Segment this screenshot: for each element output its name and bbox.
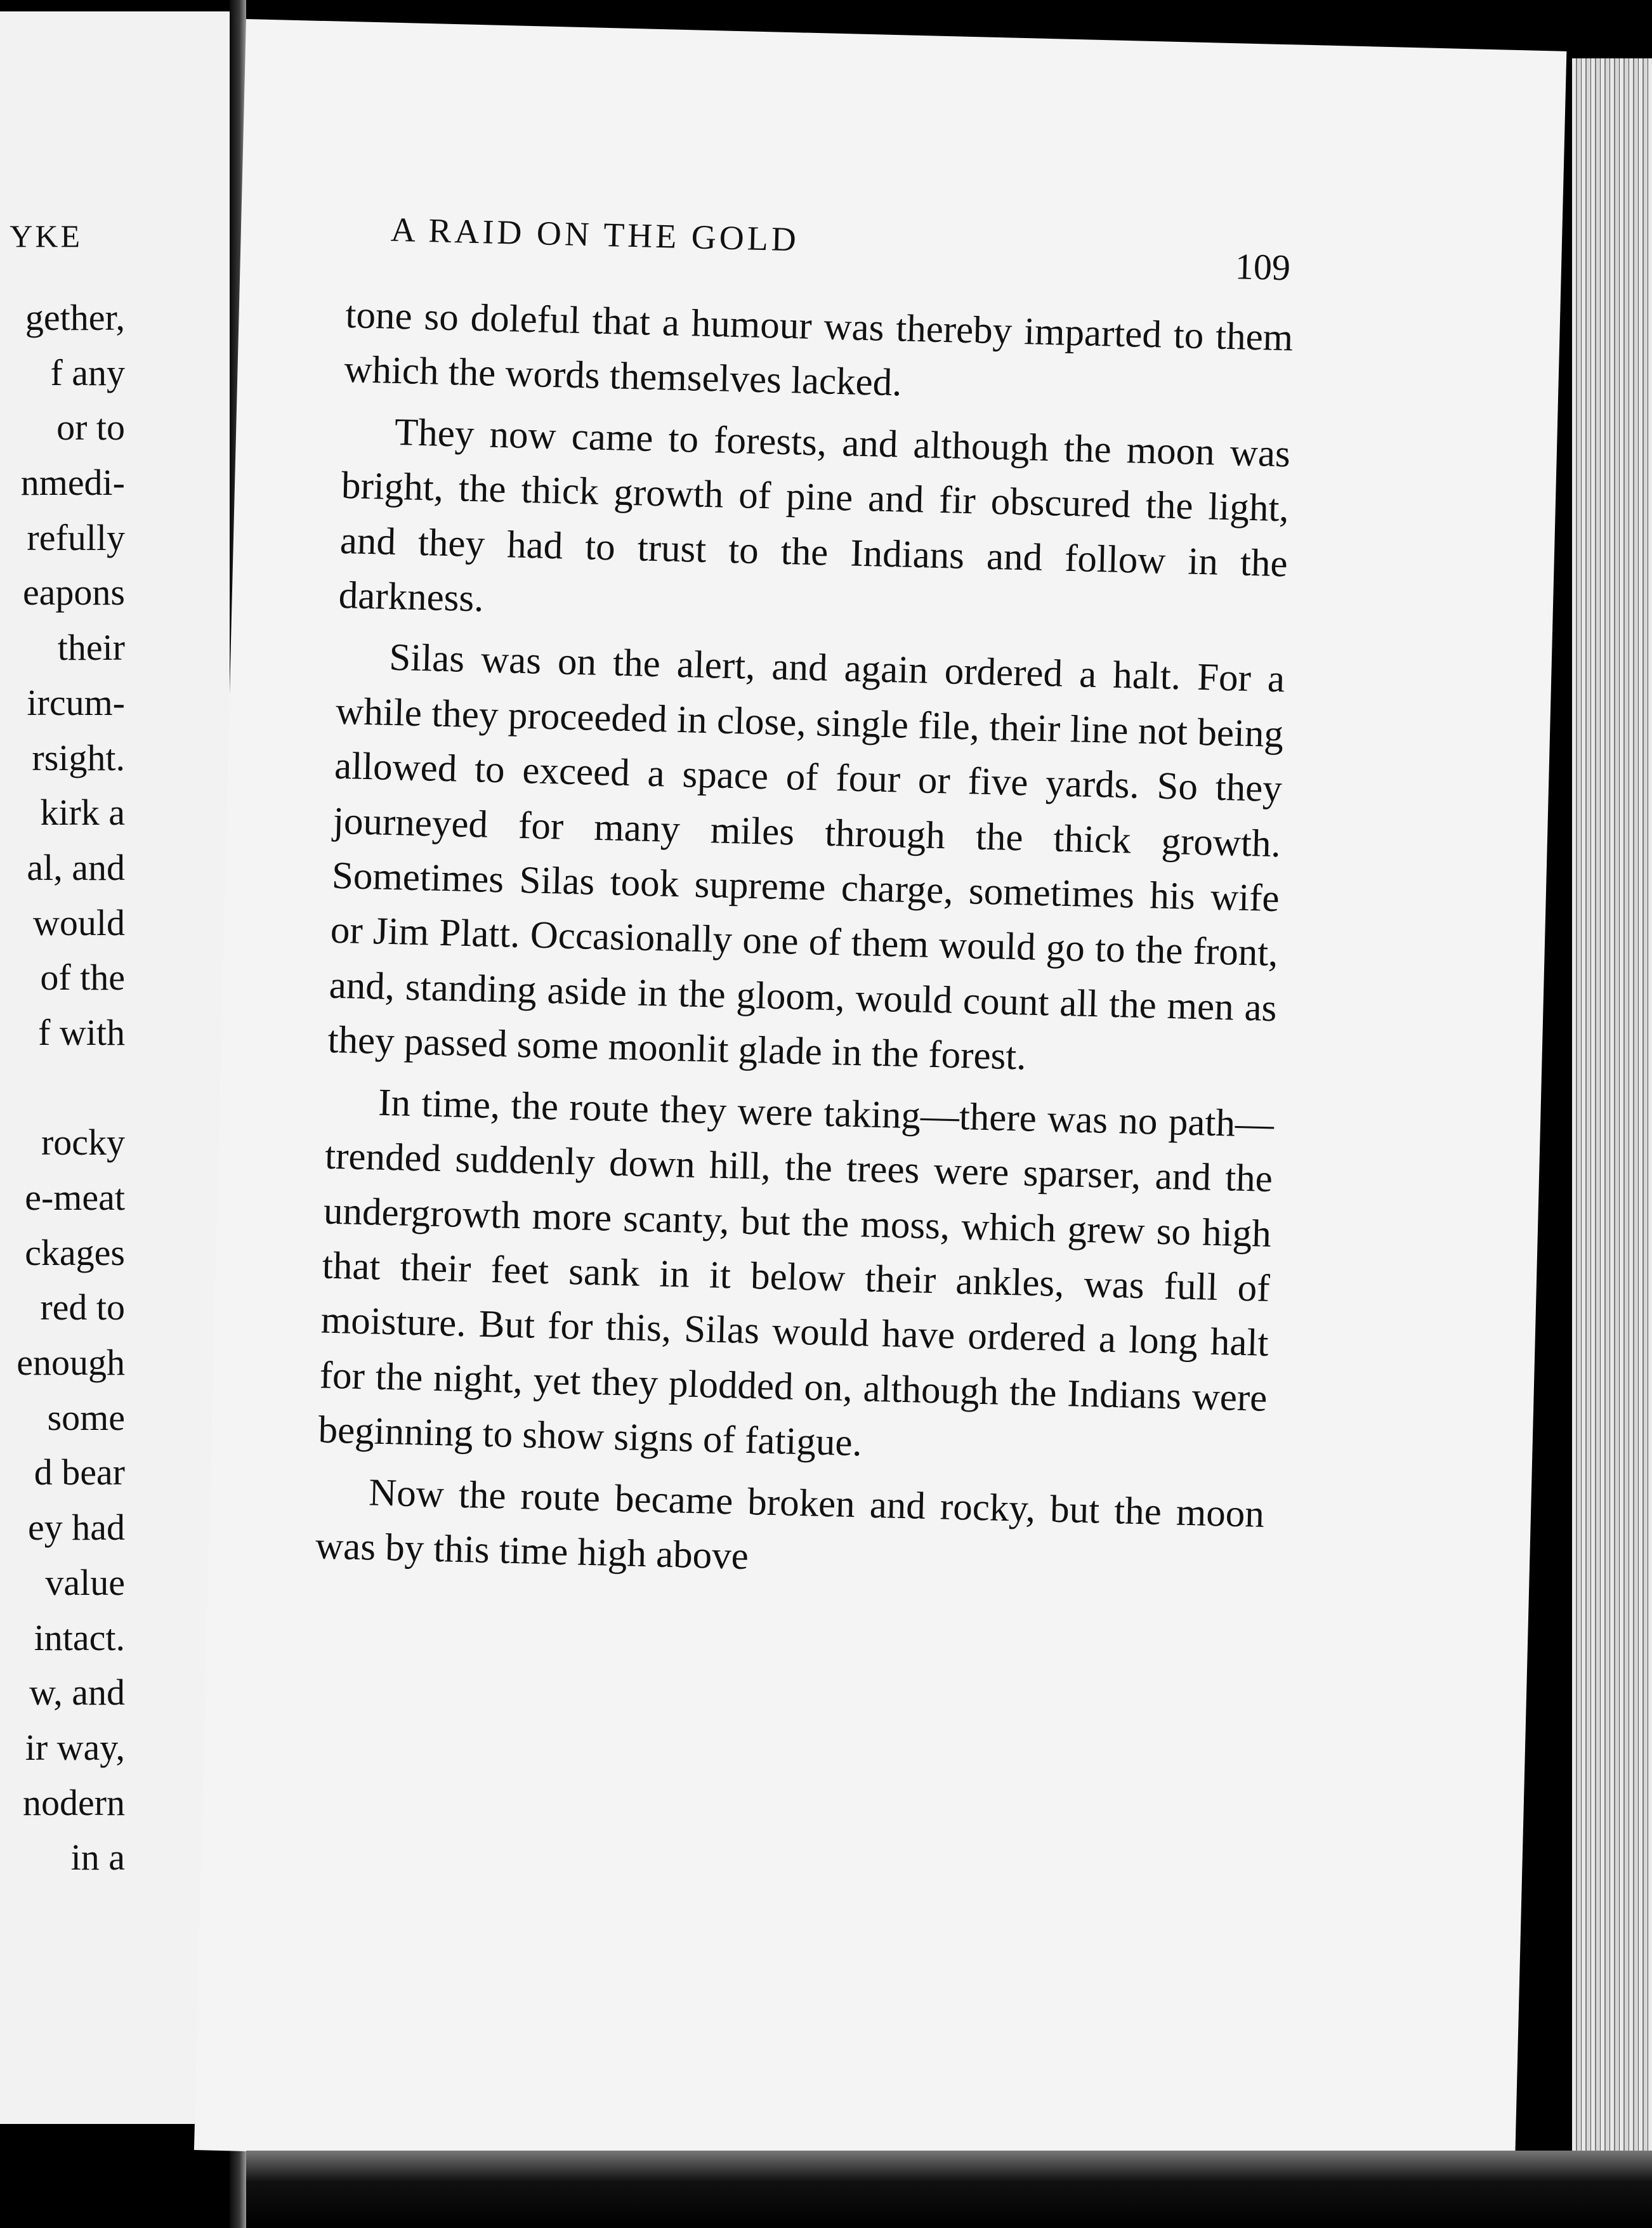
left-line: e-meat [25,1177,125,1218]
left-line: intact. [34,1616,125,1658]
left-line: or to [56,407,125,449]
paragraph-continued: tone so doleful that a humour was thereby imparted to them which the words themselves lacked. [343,293,1294,405]
left-line: of the [40,957,125,999]
left-line: ckages [25,1231,125,1273]
running-head: A RAID ON THE GOLD [390,210,800,259]
left-line: d bear [34,1451,125,1493]
left-line: ir way, [25,1726,125,1768]
left-line: some [47,1396,125,1438]
bottom-shadow [246,2151,1652,2228]
left-line: kirk a [40,792,125,834]
left-line: ircum- [27,681,125,723]
left-line: red to [40,1287,125,1328]
paragraph: They now came to forests, and although the moon was bright, the thick growth of pine and fir obscured the light, and they had to trust to the Indians and follow in the darkness. [338,410,1291,620]
left-line: f with [38,1011,125,1053]
left-line: w, and [29,1672,125,1714]
left-line: would [33,901,125,943]
left-running-head: YKE [10,218,82,254]
page-body [315,288,1294,1597]
left-line: f any [50,351,125,393]
current-page [194,19,1566,2182]
left-page-text [16,291,125,1885]
previous-page-fragment [0,11,232,2124]
paragraph: Now the route became broken and rocky, but the moon was by this time high above [315,1471,1265,1578]
left-line: rocky [41,1122,125,1163]
page-edge-stack [1572,58,1652,2158]
left-line: enough [16,1342,125,1384]
left-line: ey had [28,1507,125,1549]
page-number: 109 [1235,246,1291,289]
left-line: in a [70,1837,125,1878]
left-line: gether, [25,297,125,338]
left-line: nmedi- [20,462,125,504]
left-line: their [57,627,125,669]
left-line [16,1061,125,1116]
left-line: nodern [22,1781,125,1823]
paragraph: Silas was on the alert, and again ordered a halt. For a while they proceeded in close, single file, their line not being allowed to exceed a space of four or five yards. So they journeyed for many miles through the thick growth. Sometimes Silas took supreme charge, sometimes his wife or Jim Platt. Occasionally one of them would go to the front, and, standing aside in the gloom, would count all the men as they passed some moonlit glade in the forest. [327,636,1285,1078]
paragraph: In time, the route they were taking—there was no path—trended suddenly down hill, the trees were sparser, and the undergrowth more scanty, but the moss, which grew so high that their feet sank in it below their ankles, was full of moisture. But for this, Silas would have ordered a long halt for the night, yet they plodded on, although the Indians were beginning to show signs of fatigue. [317,1081,1275,1465]
left-line: refully [27,516,125,558]
left-line: rsight. [32,737,125,778]
left-line: eapons [22,572,125,613]
left-line: value [45,1561,125,1603]
left-line: al, and [27,846,125,888]
